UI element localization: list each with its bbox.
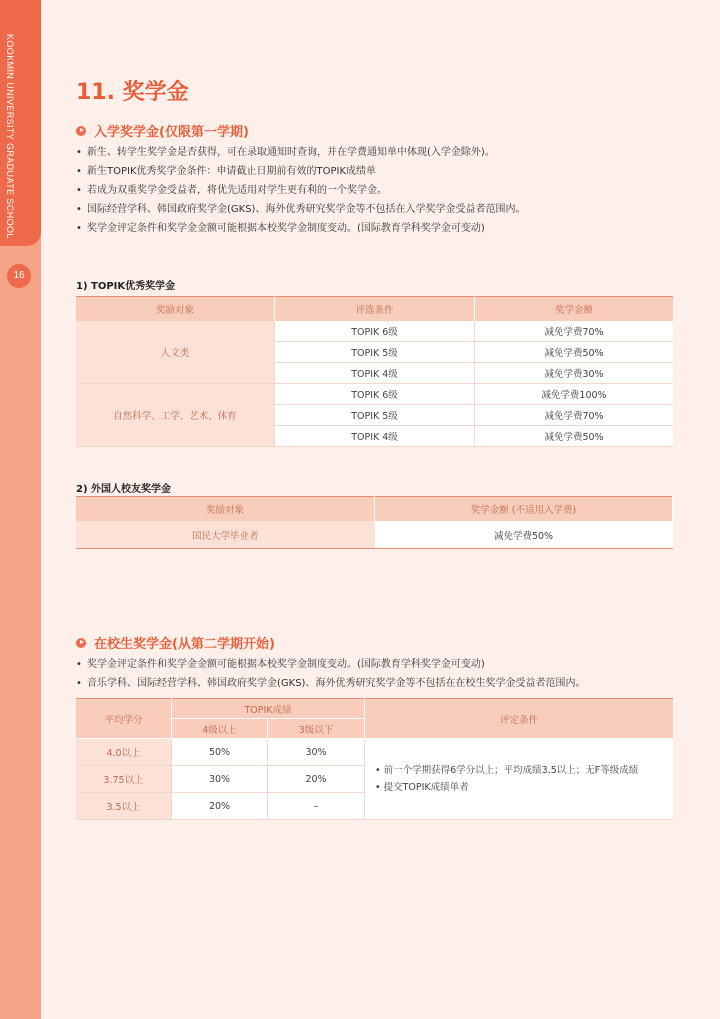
table-header: 3级以下 [268,719,365,739]
section-title-entrance: 入学奖学金(仅限第一学期) [76,121,249,140]
table-header: TOPIK成绩 [172,699,365,719]
criteria-cell [365,739,674,820]
table-row: 自然科学、工学、艺术、体育 TOPIK 6级 减免学费100% [76,384,673,405]
table-header: 平均学分 [76,699,172,739]
list-item: • 若成为双重奖学金受益者，将优先适用对学生更有利的一个奖学金。 [76,181,525,200]
criteria-item: • 前一个学期获得6学分以上；平均成绩3.5以上；无F等级成绩 [375,765,639,776]
table-row: 3.5以上 20% – [76,793,673,820]
table-row: 4.0以上 50% 30% • 前一个学期获得6学分以上；平均成绩3.5以上；无F等级成绩 • 提交TOPIK成绩单者 [76,739,673,766]
section-title-enrolled: 在校生奖学金(从第二学期开始) [76,633,275,652]
list-item: • 新生、转学生奖学金是否获得，可在录取通知时查询，并在学费通知单中体现(入学金除外)。 [76,143,525,162]
table-row: 国民大学毕业者 减免学费50% [76,521,673,549]
table-header: 评定条件 [365,699,674,739]
table-header: 评选条件 [275,297,475,322]
table-row: TOPIK 4级 减免学费30% [76,363,673,384]
table-title-topik: 1) TOPIK优秀奖学金 [76,281,176,292]
table-header: 奖励对象 [76,297,275,322]
list-item: • 音乐学科、国际经营学科、韩国政府奖学金(GKS)、海外优秀研究奖学金等不包括在在校生奖学金受益者范围内。 [76,674,585,693]
alumni-scholarship-table [76,496,673,549]
enrolled-bullet-list [76,655,585,693]
entrance-bullet-list [76,143,525,238]
table-title-alumni: 2) 外国人校友奖学金 [76,484,172,495]
enrolled-scholarship-table [76,698,673,820]
table-row: 3.75以上 30% 20% [76,766,673,793]
list-item: • 奖学金评定条件和奖学金金额可能根据本校奖学金制度变动。(国际教育学科奖学金可变动) [76,655,585,674]
topik-scholarship-table [76,296,673,447]
table-header: 奖学金额 [475,297,674,322]
list-item: • 国际经营学科、韩国政府奖学金(GKS)、海外优秀研究奖学金等不包括在入学奖学金受益者范围内。 [76,200,525,219]
page-title: 11. 奖学金 [76,80,189,105]
group-science: 自然科学、工学、艺术、体育 [76,384,275,447]
list-item: • 新生TOPIK优秀奖学金条件：申请截止日期前有效的TOPIK成绩单 [76,162,525,181]
table-row: TOPIK 4级 减免学费50% [76,426,673,447]
list-item: • 奖学金评定条件和奖学金金额可能根据本校奖学金制度变动。(国际教育学科奖学金可变动) [76,219,525,238]
table-header: 4级以上 [172,719,268,739]
school-name: KOOKMIN UNIVERSITY GRADUATE SCHOOL [5,34,15,239]
table-row: 人文类 TOPIK 6级 减免学费70% [76,321,673,342]
criteria-item: • 提交TOPIK成绩单者 [375,782,469,793]
table-row: TOPIK 5级 减免学费50% [76,342,673,363]
sidebar-header [0,0,41,246]
play-circle-icon [76,638,86,648]
page-number: 16 [7,264,31,288]
table-row: TOPIK 5级 减免学费70% [76,405,673,426]
table-header: 奖学金额 (不适用入学费) [375,497,673,522]
group-humanities: 人文类 [76,321,275,384]
play-circle-icon [76,126,86,136]
table-header: 奖励对象 [76,497,375,522]
